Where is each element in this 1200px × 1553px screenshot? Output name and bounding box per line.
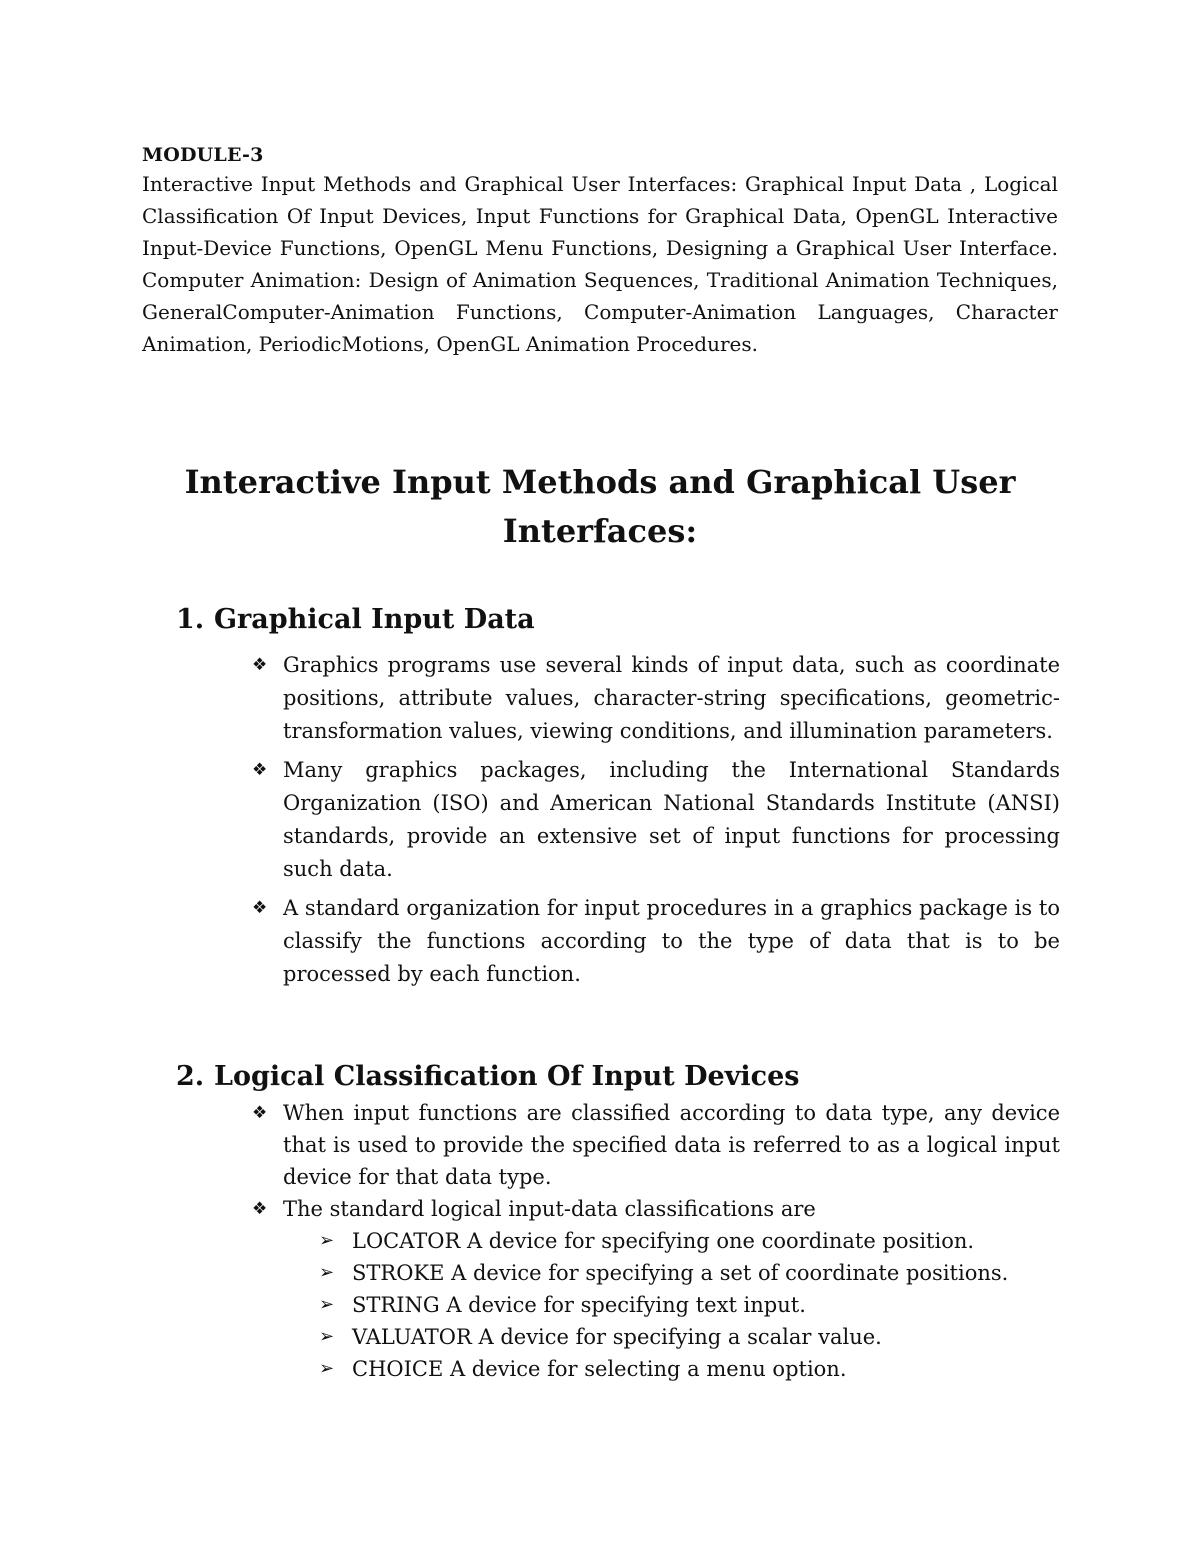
list-item (176, 1097, 1060, 1193)
arrow-bullet-icon: ➢ (319, 1326, 335, 1347)
list-item (176, 1193, 1060, 1225)
section-number: 2. (176, 1061, 205, 1092)
section-heading (176, 600, 1060, 640)
module-syllabus: Interactive Input Methods and Graphical User Interfaces: Graphical Input Data , Logical Classification Of Input Devices, Input Functions for Graphical Data, OpenGL Interactive Input-Device Functions, OpenGL Menu Functions, Designing a Graphical User Interface. Computer Animation: Design of Animation Sequences, Traditional Animation Techniques, GeneralComputer-Animation Functions, Computer-Animation Languages, Character Animation, PeriodicMotions, OpenGL Animation Procedures. (142, 172, 1058, 356)
list-item (176, 892, 1060, 991)
classification-item (176, 1321, 1060, 1353)
diamond-bullet-icon: ❖ (252, 1103, 268, 1123)
list-item (176, 649, 1060, 748)
diamond-bullet-icon: ❖ (252, 898, 268, 918)
diamond-bullet-icon: ❖ (252, 1199, 268, 1219)
classification-text: VALUATOR A device for specifying a scalar value. (352, 1325, 882, 1349)
diamond-bullet-icon: ❖ (252, 760, 268, 780)
bullet-text: Graphics programs use several kinds of input data, such as coordinate positions, attribute values, character-string specifications, geometric-transformation values, viewing conditions, and illumination parameters. (283, 653, 1060, 743)
bullet-list (176, 1097, 1060, 1225)
classification-item (176, 1257, 1060, 1289)
arrow-bullet-icon: ➢ (319, 1294, 335, 1315)
arrow-bullet-icon: ➢ (319, 1262, 335, 1283)
section-title: Graphical Input Data (214, 604, 535, 635)
classification-item (176, 1225, 1060, 1257)
classification-list (176, 1225, 1060, 1385)
bullet-list (176, 649, 1060, 991)
section-heading (176, 1057, 1060, 1097)
diamond-bullet-icon: ❖ (252, 655, 268, 675)
list-item (176, 754, 1060, 886)
page-title: Interactive Input Methods and Graphical User Interfaces: (184, 463, 1016, 550)
bullet-text: Many graphics packages, including the International Standards Organization (ISO) and American National Standards Institute (ANSI) standards, provide an extensive set of input functions for processing such data. (283, 758, 1060, 881)
classification-item (176, 1289, 1060, 1321)
classification-text: CHOICE A device for selecting a menu option. (352, 1357, 847, 1381)
bullet-text: A standard organization for input procedures in a graphics package is to classify the functions according to the type of data that is to be processed by each function. (283, 896, 1060, 986)
bullet-text: When input functions are classified according to data type, any device that is used to provide the specified data is referred to as a logical input device for that data type. (283, 1101, 1060, 1189)
arrow-bullet-icon: ➢ (319, 1358, 335, 1379)
module-overview (142, 142, 1058, 360)
bullet-text: The standard logical input-data classifications are (283, 1197, 816, 1221)
section-logical-classification (176, 1057, 1060, 1385)
section-title: Logical Classification Of Input Devices (214, 1061, 800, 1092)
module-label: MODULE-3 (142, 144, 264, 166)
classification-item (176, 1353, 1060, 1385)
classification-text: STROKE A device for specifying a set of coordinate positions. (352, 1261, 1009, 1285)
section-number: 1. (176, 604, 205, 635)
classification-text: STRING A device for specifying text input. (352, 1293, 806, 1317)
classification-text: LOCATOR A device for specifying one coordinate position. (352, 1229, 975, 1253)
arrow-bullet-icon: ➢ (319, 1230, 335, 1251)
section-graphical-input-data (176, 600, 1060, 997)
